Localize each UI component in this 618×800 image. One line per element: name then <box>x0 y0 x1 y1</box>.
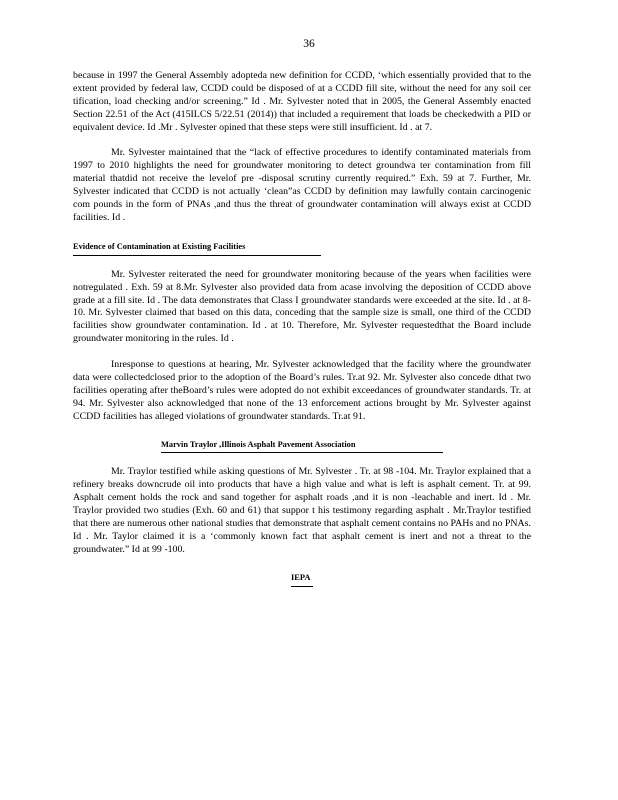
paragraph-3: Mr. Sylvester reiterated the need for groundwater monitoring because of the years when facilities were notregulated . Exh. 59 at 8.Mr. Sylvester also provided data from acase involving the deposition of CCDD above grade at a fill site. Id . The data demonstrates that Class I groundwater standards were exceeded at the site. Id . at 8-10. Mr. Sylvester claimed that based on this data, conceding that the sample size is small, one third of the CCDD facilities show groundwater contamination. Id . at 10. Therefore, Mr. Sylvester requestedthat the Board include groundwater monitoring in the rules. Id . <box>73 268 531 345</box>
document-body <box>73 70 531 600</box>
section-heading-iepa <box>73 570 531 587</box>
paragraph-1: because in 1997 the General Assembly adopteda new definition for CCDD, ‘which essentially provided that to the extent provided by federal law, CCDD could be disposed of at a CCDD fill site, without the need for any soil cer tification, load checking and/or screening.” Id . Mr. Sylvester noted that in 2005, the General Assembly enacted Section 22.51 of the Act (415ILCS 5/22.51 (2014)) that included a requirement that loads be checkedwith a PID or equivalent device. Id .Mr . Sylvester opined that these steps were still insufficient. Id . at 7. <box>73 70 531 133</box>
section-heading-traylor <box>73 437 531 454</box>
section-heading-evidence <box>73 239 531 256</box>
heading-evidence-text: Evidence of Contamination at Existing Facilities <box>73 241 321 256</box>
paragraph-5: Mr. Traylor testified while asking questions of Mr. Sylvester . Tr. at 98 -104. Mr. Traylor explained that a refinery breaks downcrude oil into products that have a high value and what is left is asphalt cement. Tr. at 99. Asphalt cement holds the rock and sand together for asphalt roads ,and it is non -leachable and inert. Id . Mr. Traylor provided two studies (Exh. 60 and 61) that suppor t his testimony regarding asphalt . Mr.Traylor testified that there are numerous other national studies that demonstrate that asphalt cement contains no PAHs and no PNAs. Id . Mr. Taylor claimed it is a ‘commonly known fact that asphalt cement is inert and not a threat to the groundwater.” Id at 99 -100. <box>73 466 531 555</box>
paragraph-2: Mr. Sylvester maintained that the “lack of effective procedures to identify contaminated materials from 1997 to 2010 highlights the need for groundwater monitoring to detect groundwa ter contamination from fill material thatdid not receive the levelof pre -disposal scrutiny currently required.” Exh. 59 at 7. Further, Mr. Sylvester indicated that CCDD is not actually ‘clean”as CCDD by definition may lawfully contain carcinogenic com pounds in the form of PNAs ,and thus the threat of groundwater contamination will always exist at CCDD facilities. Id . <box>73 147 531 223</box>
heading-traylor-text: Marvin Traylor ,Illinois Asphalt Pavement Association <box>161 439 443 454</box>
heading-iepa-text: IEPA <box>291 572 313 587</box>
page-number: 36 <box>303 38 315 50</box>
paragraph-4: Inresponse to questions at hearing, Mr. Sylvester acknowledged that the facility where the groundwater data were collectedclosed prior to the adoption of the Board’s rules. Tr.at 92. Mr. Sylvester also concede dthat two facilities operating after theBoard’s rules were adopted do not exhibit exceedances of groundwater standards. Tr. at 94. Mr. Sylvester also acknowledged that none of the 13 enforcement actions brought by Mr. Sylvester against CCDD facilities has alleged violations of groundwater standards. Tr.at 91. <box>73 359 531 422</box>
